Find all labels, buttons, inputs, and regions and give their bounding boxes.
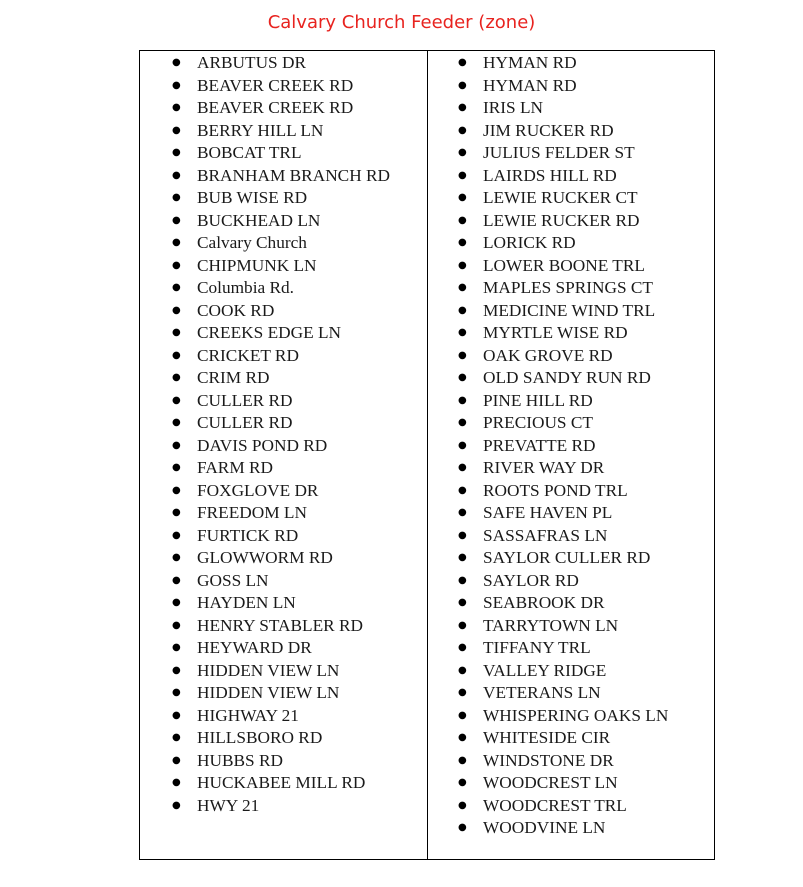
street-name: VALLEY RIDGE [483,660,607,680]
list-item [428,165,714,188]
list-item [428,772,714,795]
bullet-icon: ● [458,57,467,68]
street-name: CULLER RD [197,413,293,432]
street-name: BERRY HILL LN [197,120,324,140]
bullet-icon: ● [458,192,467,203]
street-name: LOWER BOONE TRL [483,255,645,275]
list-item [140,345,427,368]
street-name: SAFE HAVEN PL [483,503,613,522]
bullet-icon: ● [172,124,181,136]
street-name: DAVIS POND RD [197,435,328,455]
list-item [140,547,427,570]
list-item [428,457,714,480]
street-name: CREEKS EDGE LN [197,323,342,342]
list-item [428,592,714,615]
bullet-icon: ● [172,394,181,406]
street-name: WOODVINE LN [483,818,606,837]
bullet-icon: ● [172,642,181,653]
list-item [140,705,427,728]
list-item [140,52,427,75]
list-item [428,390,714,413]
list-item [428,75,714,98]
bullet-icon: ● [458,304,467,316]
street-name: MEDICINE WIND TRL [483,300,656,320]
street-name: HIDDEN VIEW LN [197,660,340,680]
bullet-icon: ● [458,237,467,248]
list-item [428,345,714,368]
list-item [428,435,714,458]
list-item [428,502,714,525]
list-item [140,592,427,615]
list-item [140,502,427,525]
bullet-icon: ● [458,327,467,338]
list-item [428,817,714,840]
street-name: HENRY STABLER RD [197,615,364,635]
bullet-icon: ● [172,552,181,563]
bullet-icon: ● [172,259,181,271]
street-name: SASSAFRAS LN [483,525,608,545]
street-name: HYMAN RD [483,75,577,95]
list-item [140,660,427,683]
bullet-icon: ● [458,529,467,541]
street-name: WHITESIDE CIR [483,728,611,747]
street-name: PINE HILL RD [483,390,593,410]
list-item [140,795,427,818]
bullet-icon: ● [172,619,181,631]
street-name: BUCKHEAD LN [197,210,321,230]
bullet-icon: ● [458,282,467,293]
bullet-icon: ● [458,259,467,271]
bullet-icon: ● [172,372,181,383]
bullet-icon: ● [172,664,181,676]
list-item [428,705,714,728]
list-item [428,120,714,143]
list-item [428,367,714,390]
street-name: SAYLOR CULLER RD [483,548,651,567]
list-item [428,682,714,705]
list-item [428,727,714,750]
list-item [428,750,714,773]
street-name: OLD SANDY RUN RD [483,368,651,387]
left-street-list [140,51,427,817]
bullet-icon: ● [458,552,467,563]
list-item [140,300,427,323]
street-name: BEAVER CREEK RD [197,75,354,95]
bullet-icon: ● [458,619,467,631]
street-name: HYMAN RD [483,53,577,72]
street-name: FREEDOM LN [197,503,307,522]
list-item [140,367,427,390]
street-name: SEABROOK DR [483,593,605,612]
list-item [140,435,427,458]
street-name: OAK GROVE RD [483,345,613,365]
bullet-icon: ● [172,147,181,158]
right-column [428,51,714,859]
streets-table [139,50,715,860]
street-name: SAYLOR RD [483,570,579,590]
bullet-icon: ● [458,439,467,451]
bullet-icon: ● [172,507,181,518]
list-item [140,142,427,165]
bullet-icon: ● [458,687,467,698]
street-name: VETERANS LN [483,683,601,702]
street-name: CHIPMUNK LN [197,255,317,275]
bullet-icon: ● [172,597,181,608]
list-item [428,570,714,593]
bullet-icon: ● [172,169,181,181]
list-item [428,525,714,548]
bullet-icon: ● [458,124,467,136]
list-item [428,97,714,120]
list-item [140,480,427,503]
list-item [428,637,714,660]
street-name: PRECIOUS CT [483,413,593,432]
bullet-icon: ● [172,327,181,338]
street-name: WHISPERING OAKS LN [483,705,669,725]
street-name: LORICK RD [483,233,576,252]
street-name: HAYDEN LN [197,593,296,612]
street-name: MAPLES SPRINGS CT [483,278,653,297]
bullet-icon: ● [172,417,181,428]
street-name: JIM RUCKER RD [483,120,614,140]
bullet-icon: ● [172,349,181,361]
bullet-icon: ● [458,732,467,743]
list-item [140,97,427,120]
list-item [140,277,427,300]
street-name: ROOTS POND TRL [483,480,628,500]
bullet-icon: ● [458,394,467,406]
street-name: WOODCREST LN [483,773,618,792]
list-item [140,682,427,705]
list-item [140,570,427,593]
bullet-icon: ● [172,214,181,226]
street-name: HILLSBORO RD [197,728,323,747]
street-name: ARBUTUS DR [197,53,306,72]
street-name: GLOWWORM RD [197,548,333,567]
list-item [140,750,427,773]
list-item [140,232,427,255]
list-item [428,795,714,818]
list-item [140,390,427,413]
street-name: BOBCAT TRL [197,143,302,162]
bullet-icon: ● [172,732,181,743]
street-name: WINDSTONE DR [483,750,614,770]
list-item [428,142,714,165]
street-name: Calvary Church [197,233,307,252]
bullet-icon: ● [458,417,467,428]
street-name: TIFFANY TRL [483,638,591,657]
list-item [140,615,427,638]
street-name: HWY 21 [197,795,260,815]
street-name: CULLER RD [197,390,293,410]
bullet-icon: ● [172,79,181,91]
street-name: GOSS LN [197,570,269,590]
list-item [140,412,427,435]
street-name: HEYWARD DR [197,638,312,657]
bullet-icon: ● [458,102,467,113]
bullet-icon: ● [172,574,181,586]
bullet-icon: ● [458,462,467,473]
street-name: CRICKET RD [197,345,299,365]
bullet-icon: ● [458,777,467,788]
list-item [428,615,714,638]
left-column [140,51,428,859]
list-item [428,480,714,503]
bullet-icon: ● [172,57,181,68]
street-name: HUCKABEE MILL RD [197,773,366,792]
bullet-icon: ● [172,102,181,113]
bullet-icon: ● [458,169,467,181]
street-name: FOXGLOVE DR [197,480,319,500]
street-name: FARM RD [197,458,274,477]
bullet-icon: ● [172,799,181,811]
bullet-icon: ● [458,507,467,518]
street-name: WOODCREST TRL [483,795,627,815]
list-item [140,210,427,233]
street-name: HUBBS RD [197,750,283,770]
bullet-icon: ● [458,799,467,811]
list-item [428,232,714,255]
list-item [140,727,427,750]
list-item [140,165,427,188]
list-item [428,187,714,210]
bullet-icon: ● [458,597,467,608]
list-item [140,255,427,278]
bullet-icon: ● [458,372,467,383]
street-name: LAIRDS HILL RD [483,165,617,185]
bullet-icon: ● [458,574,467,586]
bullet-icon: ● [172,484,181,496]
street-name: HIGHWAY 21 [197,705,299,725]
list-item [140,772,427,795]
list-item [428,210,714,233]
street-name: FURTICK RD [197,525,299,545]
bullet-icon: ● [458,664,467,676]
bullet-icon: ● [458,754,467,766]
street-name: LEWIE RUCKER CT [483,188,638,207]
list-item [428,277,714,300]
street-name: HIDDEN VIEW LN [197,683,340,702]
bullet-icon: ● [458,822,467,833]
bullet-icon: ● [172,462,181,473]
list-item [140,637,427,660]
street-name: RIVER WAY DR [483,458,605,477]
list-item [140,525,427,548]
bullet-icon: ● [458,79,467,91]
bullet-icon: ● [172,439,181,451]
bullet-icon: ● [172,754,181,766]
bullet-icon: ● [458,214,467,226]
list-item [428,547,714,570]
right-street-list [428,51,714,840]
bullet-icon: ● [458,709,467,721]
list-item [140,75,427,98]
list-item [140,322,427,345]
bullet-icon: ● [172,529,181,541]
list-item [428,660,714,683]
bullet-icon: ● [458,147,467,158]
bullet-icon: ● [172,709,181,721]
bullet-icon: ● [172,192,181,203]
bullet-icon: ● [458,349,467,361]
bullet-icon: ● [172,237,181,248]
street-name: TARRYTOWN LN [483,615,619,635]
street-name: MYRTLE WISE RD [483,323,628,342]
street-name: Columbia Rd. [197,278,294,297]
list-item [428,300,714,323]
street-name: PREVATTE RD [483,435,596,455]
bullet-icon: ● [172,282,181,293]
list-item [140,187,427,210]
list-item [428,255,714,278]
street-name: LEWIE RUCKER RD [483,210,640,230]
page-title: Calvary Church Feeder (zone) [267,12,536,33]
bullet-icon: ● [458,484,467,496]
bullet-icon: ● [172,304,181,316]
street-name: BEAVER CREEK RD [197,98,354,117]
street-name: BRANHAM BRANCH RD [197,165,391,185]
list-item [428,412,714,435]
list-item [140,120,427,143]
street-name: CRIM RD [197,368,270,387]
list-item [428,52,714,75]
street-name: IRIS LN [483,98,544,117]
street-name: JULIUS FELDER ST [483,143,635,162]
street-name: BUB WISE RD [197,188,308,207]
bullet-icon: ● [172,777,181,788]
street-name: COOK RD [197,300,275,320]
bullet-icon: ● [172,687,181,698]
bullet-icon: ● [458,642,467,653]
list-item [428,322,714,345]
list-item [140,457,427,480]
